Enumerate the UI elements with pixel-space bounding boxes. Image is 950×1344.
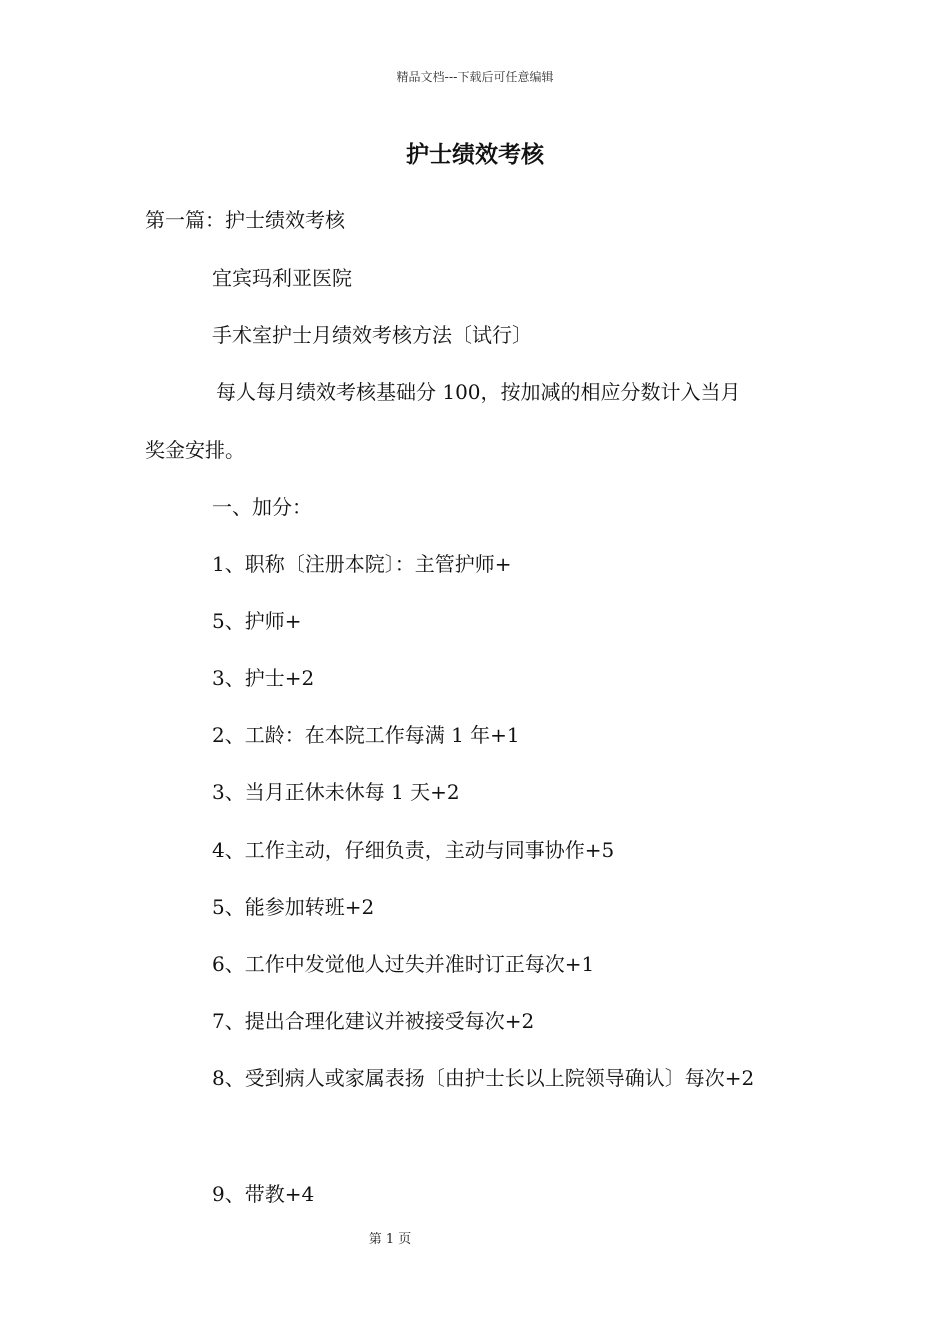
list-item: 3、当月正休未休每 1 天+2 [212,780,460,804]
list-item: 5、护师+ [212,609,302,633]
list-item: 5、能参加转班+2 [212,895,375,919]
list-item: 9、带教+4 [212,1182,315,1206]
list-item: 8、受到病人或家属表扬〔由护士长以上院领导确认〕每次+2 [212,1066,755,1090]
document-title: 护士绩效考核 [406,142,544,168]
page-number: 第 1 页 [368,1232,412,1247]
list-item: 4、工作主动，仔细负责，主动与同事协作+5 [212,838,615,862]
method-title: 手术室护士月绩效考核方法〔试行〕 [212,323,532,347]
intro-paragraph-line-2: 奖金安排。 [145,438,245,462]
list-item: 6、工作中发觉他人过失并准时订正每次+1 [212,952,595,976]
list-item: 3、护士+2 [212,666,315,690]
list-item: 1、职称〔注册本院〕：主管护师+ [212,552,512,576]
header-note: 精品文档---下载后可任意编辑 [396,70,554,84]
list-item: 7、提出合理化建议并被接受每次+2 [212,1009,535,1033]
list-item: 2、工龄：在本院工作每满 1 年+1 [212,723,520,747]
bonus-heading: 一、加分： [212,495,312,519]
hospital-name: 宜宾玛利亚医院 [212,266,352,290]
intro-paragraph-line-1: 每人每月绩效考核基础分 100，按加减的相应分数计入当月 [216,380,741,404]
section-heading: 第一篇：护士绩效考核 [145,208,345,232]
